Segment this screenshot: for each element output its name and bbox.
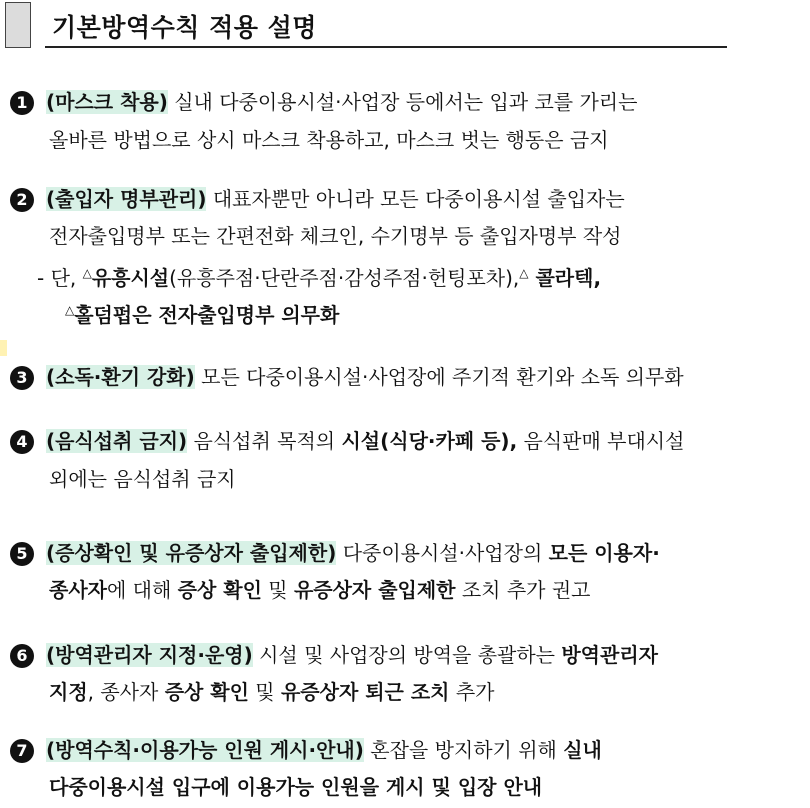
header-marker-box <box>5 2 31 48</box>
item-7-label: (방역수칙·이용가능 인원 게시·안내) <box>46 738 364 762</box>
item-5-text-1b: 모든 이용자· <box>548 541 660 565</box>
item-4-line-2: 외에는 음식섭취 금지 <box>49 467 236 491</box>
item-5-text-2c: 증상 확인 <box>177 578 262 602</box>
item-7-line-1 <box>10 737 602 763</box>
item-6-text-1a: 시설 및 사업장의 방역을 총괄하는 <box>252 643 562 667</box>
note-prefix: - 단, <box>37 266 83 290</box>
triangle-icon: △ <box>519 266 529 280</box>
note-bold-1: 유흥시설 <box>91 266 170 290</box>
margin-highlight-mark <box>0 340 7 356</box>
item-6-line-2 <box>49 679 494 705</box>
item-2-line-1 <box>10 186 625 212</box>
item-3-label: (소독·환기 강화) <box>46 365 195 389</box>
item-5-label: (증상확인 및 유증상자 출입제한) <box>46 541 337 565</box>
item-2-number-icon: 2 <box>10 188 34 212</box>
item-5-number-icon: 5 <box>10 542 34 566</box>
item-1-number-icon: 1 <box>10 91 34 115</box>
item-5-line-2 <box>49 577 590 603</box>
item-1-line-1 <box>10 89 637 115</box>
item-1-label: (마스크 착용) <box>46 90 168 114</box>
note-bold-3: 홀덤펍은 전자출입명부 의무화 <box>74 303 340 327</box>
item-5-text-2e: 유증상자 출입제한 <box>293 578 456 602</box>
item-2-line-2: 전자출입명부 또는 간편전화 체크인, 수기명부 등 출입자명부 작성 <box>49 224 622 248</box>
item-5-text-2a: 종사자 <box>49 578 107 602</box>
item-7-text-1a: 혼잡을 방지하기 위해 <box>363 738 564 762</box>
item-4-text-1a: 음식섭취 목적의 <box>187 429 342 453</box>
item-6-text-1b: 방역관리자 <box>561 643 658 667</box>
item-5-line-1 <box>10 540 660 566</box>
item-6-text-2e: 유증상자 퇴근 조치 <box>280 680 450 704</box>
item-6-text-2b: , 종사자 <box>87 680 165 704</box>
item-2-label: (출입자 명부관리) <box>46 187 207 211</box>
item-3-line-1 <box>10 364 684 390</box>
item-6-line-1 <box>10 642 658 668</box>
item-1-line-2: 올바른 방법으로 상시 마스크 착용하고, 마스크 벗는 행동은 금지 <box>49 128 609 152</box>
item-1-text-1: 실내 다중이용시설·사업장 등에서는 입과 코를 가리는 <box>167 90 638 114</box>
item-6-number-icon: 6 <box>10 644 34 668</box>
note-bold-2: 콜라텍, <box>528 266 602 290</box>
item-7-line-2: 다중이용시설 입구에 이용가능 인원을 게시 및 입장 안내 <box>49 775 543 799</box>
item-6-label: (방역관리자 지정·운영) <box>46 643 253 667</box>
item-2-note-line-2 <box>65 297 339 328</box>
item-4-text-1c: 음식판매 부대시설 <box>517 429 685 453</box>
triangle-icon: △ <box>65 303 75 317</box>
item-5-text-2f: 조치 추가 권고 <box>455 578 591 602</box>
item-5-text-2d: 및 <box>261 578 294 602</box>
item-4-number-icon: 4 <box>10 430 34 454</box>
note-text-1: (유흥주점·단란주점·감성주점·헌팅포차), <box>169 266 520 290</box>
item-3-text-1: 모든 다중이용시설·사업장에 주기적 환기와 소독 의무화 <box>194 365 684 389</box>
item-6-text-2a: 지정 <box>49 680 88 704</box>
item-4-label: (음식섭취 금지) <box>46 429 188 453</box>
item-7-text-1b: 실내 <box>563 738 602 762</box>
title-underline <box>45 46 727 48</box>
item-7-number-icon: 7 <box>10 739 34 763</box>
item-2-text-1: 대표자뿐만 아니라 모든 다중이용시설 출입자는 <box>206 187 625 211</box>
triangle-icon: △ <box>82 266 92 280</box>
item-2-note-line-1 <box>37 260 601 291</box>
item-6-text-2c: 증상 확인 <box>164 680 249 704</box>
page-title: 기본방역수칙 적용 설명 <box>52 13 317 42</box>
item-5-text-1a: 다중이용시설·사업장의 <box>336 541 549 565</box>
item-5-text-2b: 에 대해 <box>106 578 178 602</box>
item-3-number-icon: 3 <box>10 366 34 390</box>
item-6-text-2d: 및 <box>248 680 281 704</box>
item-4-line-1 <box>10 428 684 454</box>
item-4-text-1b: 시설(식당·카페 등), <box>341 429 518 453</box>
item-6-text-2f: 추가 <box>449 680 495 704</box>
